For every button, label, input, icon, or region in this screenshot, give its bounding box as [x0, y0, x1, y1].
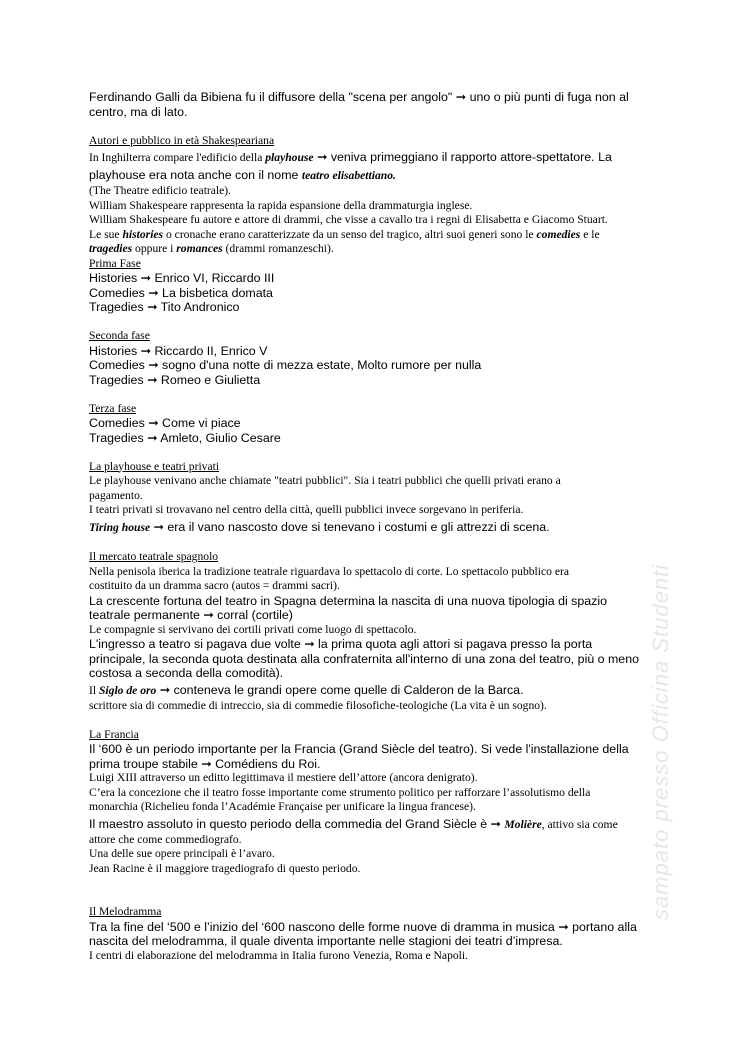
paragraph-line: La crescente fortuna del teatro in Spagna determina la nascita di una nuova tipologia di spazio: [89, 593, 607, 608]
section-heading: Prima Fase: [89, 256, 141, 270]
paragraph-line: tragedies oppure i romances (drammi romanzeschi).: [89, 242, 334, 255]
paragraph-line: principale, la seconda quota destinata alla confraternita all'interno di una zona del teatro, più o meno: [89, 651, 639, 666]
paragraph-line: attore che come commediografo.: [89, 832, 242, 846]
paragraph-line: I centri di elaborazione del melodramma in Italia furono Venezia, Roma e Napoli.: [89, 948, 469, 962]
paragraph-line: teatrale permanente ➞ corral (cortile): [89, 608, 293, 622]
paragraph-line: Il maestro assoluto in questo periodo della commedia del Grand Siècle è ➞ Molière, attivo sia come: [89, 816, 618, 831]
paragraph-line: Le compagnie si servivano dei cortili privati come luogo di spettacolo.: [89, 622, 417, 636]
paragraph-line: Tiring house ➞ era il vano nascosto dove si tenevano i costumi e gli attrezzi di scena.: [89, 519, 550, 534]
paragraph-line: costosa a seconda della comodità).: [89, 666, 284, 680]
paragraph-line: Nella penisola iberica la tradizione teatrale riguardava lo spettacolo di corte. Lo spettacolo pubblico era: [89, 564, 569, 578]
section-heading: Seconda fase: [89, 329, 150, 342]
paragraph-line: monarchia (Richelieu fonda l’Académie Française per unificare la lingua francese).: [89, 800, 476, 813]
list-item: Comedies ➞ Come vi piace: [89, 416, 241, 430]
paragraph-line: William Shakespeare rappresenta la rapida espansione della drammaturgia inglese.: [89, 198, 473, 212]
section-heading: La playhouse e teatri privati: [89, 459, 220, 473]
paragraph-line: nascita del melodramma, il quale diventa importante nelle stagioni dei teatri d’impresa.: [89, 934, 563, 948]
paragraph-line: Luigi XIII attraverso un editto legittimava il mestiere dell’attore (ancora denigrato).: [89, 771, 478, 784]
paragraph-line: C’era la concezione che il teatro fosse importante come strumento politico per rafforzare l’assolutismo della: [89, 785, 591, 799]
list-item: Histories ➞ Enrico VI, Riccardo III: [89, 271, 275, 285]
paragraph-line: In Inghilterra compare l'edificio della playhouse ➞ veniva primeggiano il rapporto attore-spettatore. La: [89, 150, 612, 164]
paragraph-line: Il ‘600 è un periodo importante per la Francia (Grand Siècle del teatro). Si vede l'installazione della: [89, 742, 629, 756]
watermark: sampato presso Officina Studenti: [648, 563, 673, 920]
paragraph-line: L'ingresso a teatro si pagava due volte ➞ la prima quota agli attori si pagava presso la porta: [89, 637, 593, 651]
paragraph-line: prima troupe stabile ➞ Comédiens du Roi.: [89, 756, 321, 771]
paragraph-line: Il Siglo de oro ➞ conteneva le grandi opere come quelle di Calderon de la Barca.: [89, 682, 524, 697]
paragraph-line: playhouse era nota anche con il nome teatro elisabettiano.: [89, 168, 396, 182]
list-item: Tragedies ➞ Romeo e Giulietta: [89, 372, 261, 387]
paragraph-line: Le sue histories o cronache erano caratterizzate da un senso del tragico, altri suoi generi sono le comedies e le: [89, 227, 600, 241]
document-body: [89, 90, 649, 963]
paragraph-line: Le playhouse venivano anche chiamate "teatri pubblici". Sia i teatri pubblici che quelli privati erano a: [89, 474, 561, 487]
paragraph-line: (The Theatre edificio teatrale).: [89, 184, 232, 197]
intro-line: Ferdinando Galli da Bibiena fu il diffusore della "scena per angolo" ➞ uno o più punti di fuga non al: [89, 90, 629, 104]
paragraph-line: scrittore sia di commedie di intreccio, sia di commedie filosofiche-teologiche (La vita è un sogno).: [89, 698, 547, 712]
section-heading: Terza fase: [89, 401, 137, 415]
paragraph-line: Tra la fine del ‘500 e l’inizio del ‘600 nascono delle forme nuove di dramma in musica ➞ portano alla: [89, 919, 637, 934]
section-heading: Il Melodramma: [89, 905, 162, 918]
section-heading: Il mercato teatrale spagnolo: [89, 550, 219, 563]
list-item: Tragedies ➞ Amleto, Giulio Cesare: [89, 430, 281, 445]
intro-line: centro, ma di lato.: [89, 104, 188, 119]
paragraph-line: William Shakespeare fu autore e attore di drammi, che visse a cavallo tra i regni di Elisabetta e Giacomo Stuart.: [89, 213, 608, 226]
paragraph-line: Una delle sue opere principali è l’avaro.: [89, 847, 275, 860]
paragraph-line: I teatri privati si trovavano nel centro della città, quelli pubblici invece sorgevano in periferia.: [89, 503, 524, 516]
list-item: Tragedies ➞ Tito Andronico: [89, 300, 240, 314]
section-heading: Autori e pubblico in età Shakespeariana: [89, 133, 275, 147]
paragraph-line: costituito da un dramma sacro (autos = drammi sacri).: [89, 579, 340, 592]
list-item: Comedies ➞ La bisbetica domata: [89, 285, 273, 300]
section-heading: La Francia: [89, 727, 139, 741]
paragraph-line: pagamento.: [89, 488, 143, 502]
list-item: Histories ➞ Riccardo II, Enrico V: [89, 343, 268, 358]
paragraph-line: Jean Racine è il maggiore tragediografo di questo periodo.: [89, 861, 361, 875]
list-item: Comedies ➞ sogno d'una notte di mezza estate, Molto rumore per nulla: [89, 358, 482, 372]
